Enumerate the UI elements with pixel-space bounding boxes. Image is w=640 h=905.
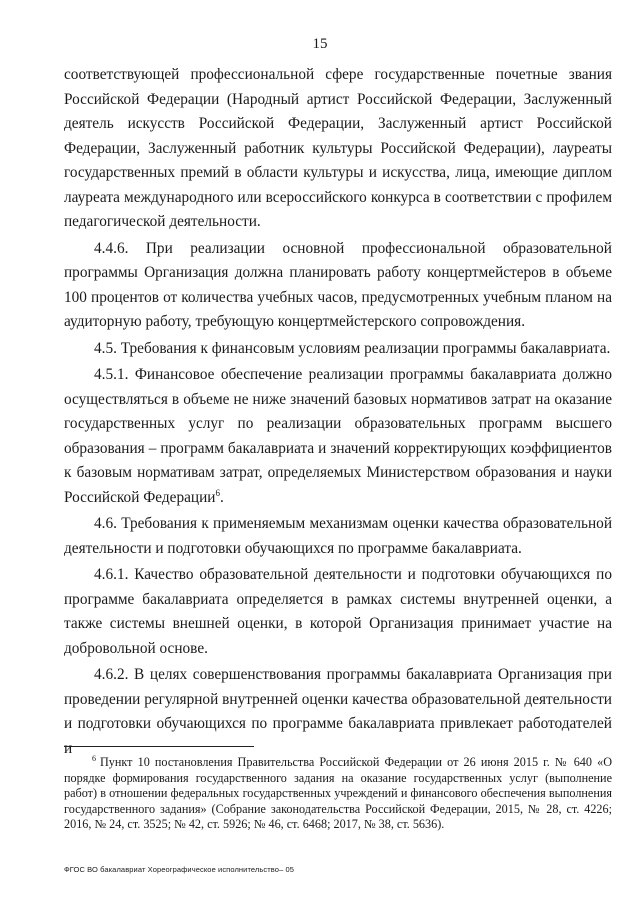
footnote-text: Пункт 10 постановления Правительства Российской Федерации от 26 июня 2015 г. № 640 «О порядке формирования государственного задания на оказание государственных услуг (выполнение работ) в отношении федеральных государственных учреждений и финансового обеспечения выполнения государственного задания» (Собрание законодательства Российской Федерации, 2015, № 28, ст. 4226; 2016, № 24, ст. 3525; № 42, ст. 5926; № 46, ст. 6468; 2017, № 38, ст. 5636). [64, 755, 612, 831]
paragraph-4-4-6: 4.4.6. При реализации основной профессиональной образовательной программы Организация должна планировать работу концертмейстеров в объеме 100 процентов от количества учебных часов, предусмотренных учебным планом на аудиторную работу, требующую концертмейстерского сопровождения. [64, 239, 612, 330]
footnote [64, 755, 612, 833]
paragraph-4-5: 4.5. Требования к финансовым условиям реализации программы бакалавриата. [94, 339, 611, 357]
document-footer: ФГОС ВО бакалавриат Хореографическое исполнительство– 05 [64, 865, 295, 874]
paragraph-4-5-1: 4.5.1. Финансовое обеспечение реализации программы бакалавриата должно осуществляться в объеме не ниже значений базовых нормативов затрат на оказание государственных услуг по реализации образовательных программ высшего образования – программ бакалавриата и значений корректирующих коэффициентов к базовым нормативам затрат, определяемых Министерством образования и науки Российской Федерации$^6$. [64, 366, 612, 506]
document-body [64, 63, 612, 761]
footnote-divider [64, 746, 254, 747]
footnote-reference[interactable]: 6 [215, 487, 220, 498]
paragraph-4-6: 4.6. Требования к применяемым механизмам оценки качества образовательной деятельности и подготовки обучающихся по программе бакалавриата. [64, 515, 612, 557]
footnote-mark: 6 [92, 753, 96, 763]
paragraph-4-6-1: 4.6.1. Качество образовательной деятельности и подготовки обучающихся по программе бакалавриата определяется в рамках системы внутренней оценки, а также системы внешней оценки, в которой Организация принимает участие на добровольной основе. [64, 566, 612, 657]
paragraph-continuation: соответствующей профессиональной сфере государственные почетные звания Российской Федерации (Народный артист Российской Федерации, Заслуженный деятель искусств Российской Федерации, Заслуженный артист Российской Федерации, Заслуженный работник культуры Российской Федерации), лауреаты государственных премий в области культуры и искусства, лица, имеющие диплом лауреата международного или всероссийского конкурса в соответствии с профилем педагогической деятельности. [64, 66, 612, 230]
page-number: 15 [312, 36, 328, 52]
paragraph-4-6-2: 4.6.2. В целях совершенствования программы бакалавриата Организация при проведении регулярной внутренней оценки качества образовательной деятельности и подготовки обучающихся по программе бакалавриата привлекает работодателей и [64, 666, 612, 757]
